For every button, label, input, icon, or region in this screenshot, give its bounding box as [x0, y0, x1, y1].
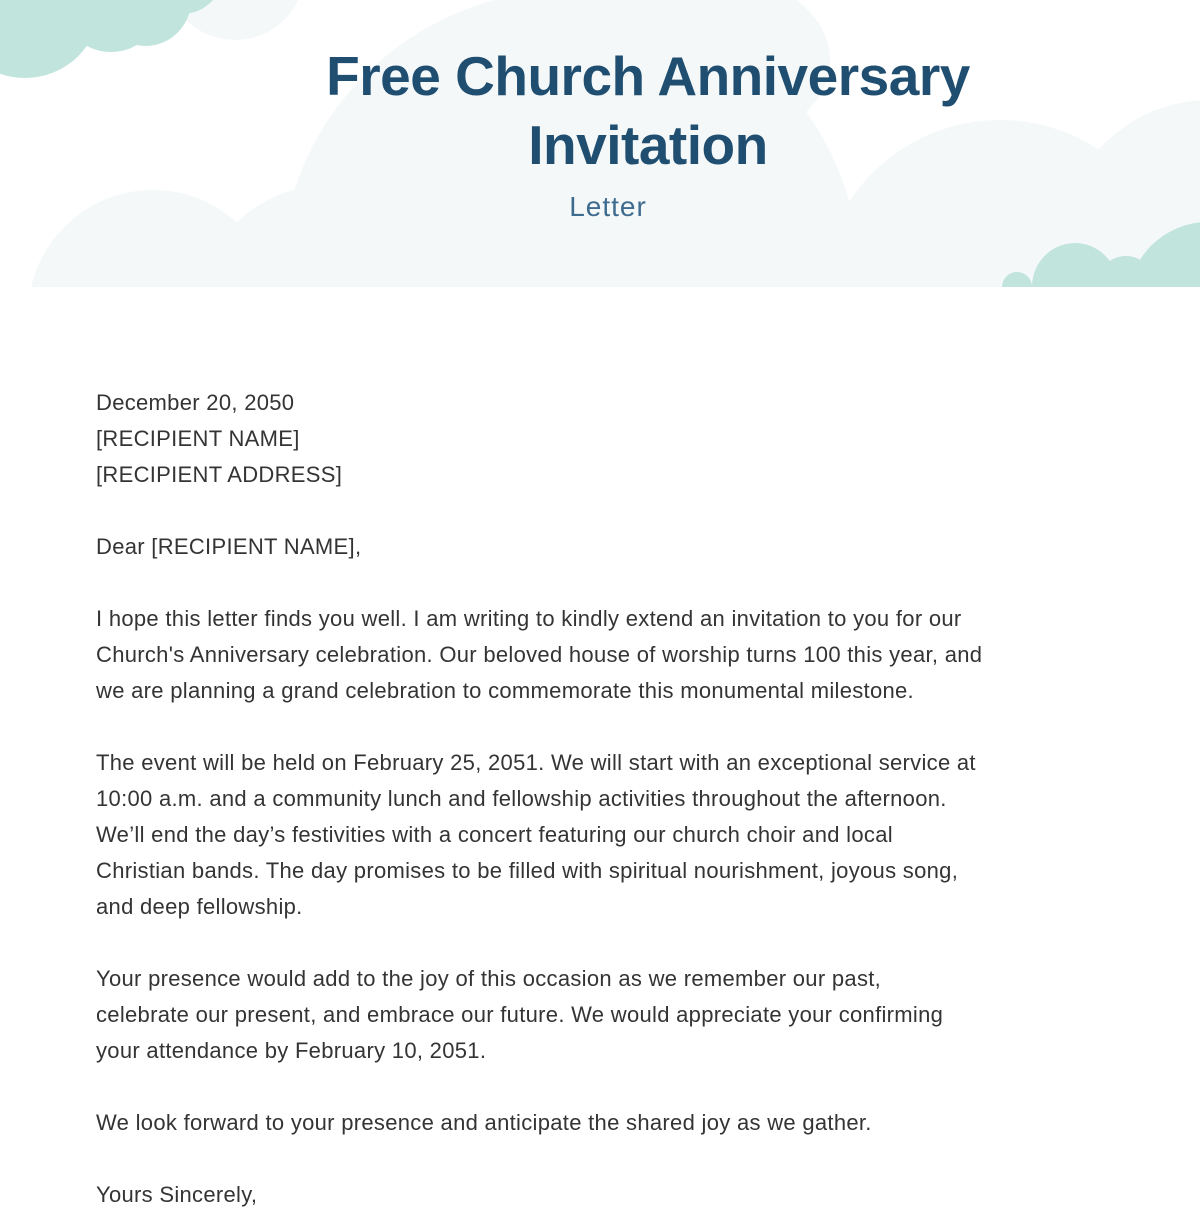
page-title-line: Free Church Anniversary: [326, 45, 970, 107]
page-title-line: Invitation: [528, 114, 768, 176]
letter-body: [0, 287, 1200, 1213]
closing-paragraph: [96, 1105, 1104, 1141]
date-line: December 20, 2050: [96, 390, 295, 415]
text-line: celebrate our present, and embrace our future. We would appreciate your confirming: [96, 1002, 944, 1027]
text-line: We look forward to your presence and anticipate the shared joy as we gather.: [96, 1110, 872, 1135]
signoff-block: [96, 1177, 1104, 1213]
text-line: Dear [RECIPIENT NAME],: [96, 534, 362, 559]
paragraph-3: [96, 961, 1104, 1069]
signoff-line: Yours Sincerely,: [96, 1182, 258, 1207]
text-line: and deep fellowship.: [96, 894, 303, 919]
date-and-recipient-block: [96, 385, 1104, 493]
text-line: your attendance by February 10, 2051.: [96, 1038, 487, 1063]
text-line: We’ll end the day’s festivities with a concert featuring our church choir and local: [96, 822, 893, 847]
text-line: Church's Anniversary celebration. Our beloved house of worship turns 100 this year, and: [96, 642, 983, 667]
recipient-address-line: [RECIPIENT ADDRESS]: [96, 462, 343, 487]
page-title: [96, 42, 1200, 180]
page-subtitle: Letter: [569, 191, 647, 222]
header-banner: [0, 0, 1200, 287]
recipient-name-line: [RECIPIENT NAME]: [96, 426, 300, 451]
text-line: 10:00 a.m. and a community lunch and fellowship activities throughout the afternoon.: [96, 786, 947, 811]
text-line: Christian bands. The day promises to be filled with spiritual nourishment, joyous song,: [96, 858, 959, 883]
text-line: The event will be held on February 25, 2051. We will start with an exceptional service at: [96, 750, 976, 775]
salutation-block: [96, 529, 1104, 565]
text-line: I hope this letter finds you well. I am writing to kindly extend an invitation to you for our: [96, 606, 962, 631]
text-line: Your presence would add to the joy of this occasion as we remember our past,: [96, 966, 882, 991]
text-line: we are planning a grand celebration to commemorate this monumental milestone.: [96, 678, 914, 703]
paragraph-1: [96, 601, 1104, 709]
paragraph-2: [96, 745, 1104, 925]
